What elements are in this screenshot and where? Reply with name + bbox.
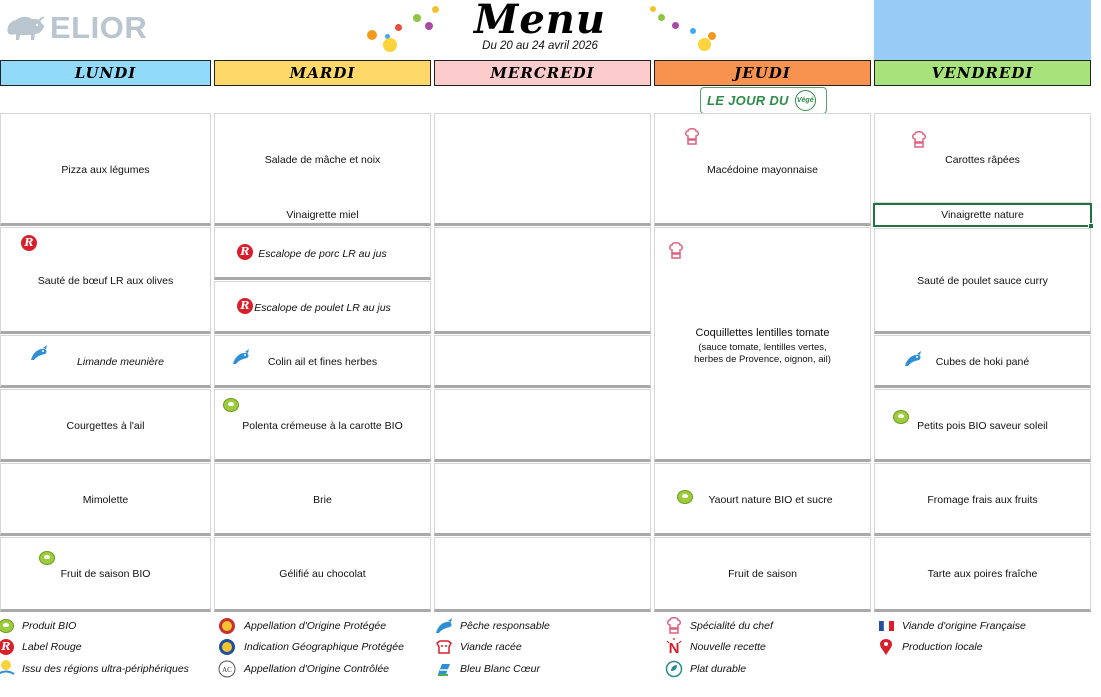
legend-item-peche	[434, 617, 550, 635]
day-header-vendredi: VENDREDI	[874, 60, 1091, 86]
legend-item-bio	[0, 617, 76, 635]
dish-name: Coquillettes lentilles tomate	[695, 327, 830, 339]
dish-name: Limande meunière	[77, 356, 164, 368]
dish-name: Macédoine mayonnaise	[707, 164, 818, 176]
legend-label: Plat durable	[690, 663, 747, 675]
chef-hat-icon	[912, 131, 926, 149]
legend-item-label-rouge	[0, 638, 82, 656]
dish-detail-line-1: (sauce tomate, lentilles vertes,	[698, 342, 827, 353]
label-rouge-icon	[0, 639, 14, 655]
legend-label: Viande d'origine Française	[902, 620, 1026, 632]
legend-label: Issu des régions ultra-périphériques	[22, 663, 189, 675]
location-pin-icon	[876, 638, 896, 656]
vendredi-plat-cell[interactable]	[874, 228, 1091, 334]
legend-label: Indication Géographique Protégée	[244, 641, 404, 653]
dish-name: Colin ail et fines herbes	[267, 356, 378, 368]
mardi-fromage-cell[interactable]	[214, 463, 431, 536]
vendredi-sauce-cell-selected[interactable]	[873, 203, 1092, 227]
legend-item-viande-racee	[434, 638, 522, 656]
jeudi-plat-cell[interactable]	[654, 227, 871, 462]
legend-label: Pêche responsable	[460, 620, 550, 632]
vendredi-entree-cell[interactable]	[874, 113, 1091, 203]
mercredi-accompagnement-cell[interactable]	[434, 389, 651, 462]
lundi-plat-cell[interactable]	[0, 227, 211, 334]
day-header-jeudi: JEUDI	[654, 60, 871, 86]
bleu-blanc-coeur-icon	[434, 660, 454, 678]
legend-label: Appellation d'Origine Contrôlée	[244, 663, 390, 675]
mardi-dessert-cell[interactable]	[214, 537, 431, 612]
sustainable-dish-icon	[665, 660, 683, 678]
page-title: Menu	[474, 0, 606, 43]
legend-item-aoc	[218, 660, 389, 678]
legend-item-rup	[0, 660, 189, 678]
jeudi-laitage-cell[interactable]	[654, 463, 871, 536]
mercredi-plat-cell[interactable]	[434, 227, 651, 334]
bull-logo-icon	[4, 13, 46, 43]
legend-item-local	[876, 638, 983, 656]
dish-name: Fromage frais aux fruits	[927, 494, 1038, 506]
jeudi-entree-cell[interactable]	[654, 113, 871, 226]
legend-item-chef	[664, 617, 773, 635]
day-header-mercredi: MERCREDI	[434, 60, 651, 86]
chef-hat-icon	[685, 128, 699, 146]
mardi-entree-cell[interactable]	[214, 113, 431, 226]
logo-text: ELIOR	[50, 10, 148, 45]
svg-text:N: N	[668, 640, 680, 656]
dish-name: Sauté de bœuf LR aux olives	[37, 275, 174, 287]
vendredi-poisson-cell[interactable]	[874, 335, 1091, 388]
dish-detail-line-2: herbes de Provence, oignon, ail)	[694, 354, 831, 365]
jeudi-dessert-cell[interactable]	[654, 537, 871, 612]
dish-name: Fruit de saison BIO	[60, 568, 151, 580]
label-rouge-icon	[21, 235, 37, 251]
mercredi-dessert-cell[interactable]	[434, 537, 651, 612]
dish-name: Petits pois BIO saveur soleil	[917, 420, 1048, 432]
legend-item-vof	[876, 617, 1026, 635]
day-header-lundi: LUNDI	[0, 60, 211, 86]
jour-du-vege-badge	[700, 87, 827, 114]
legend-label: Spécialité du chef	[690, 620, 773, 632]
legend-label: Bleu Blanc Cœur	[460, 663, 540, 675]
dish-name: Polenta crémeuse à la carotte BIO	[242, 420, 403, 432]
sauce-name: Vinaigrette miel	[286, 209, 359, 221]
legend-item-durable	[664, 660, 746, 678]
date-range: Du 20 au 24 avril 2026	[482, 40, 598, 52]
bio-icon	[39, 551, 55, 565]
igp-icon	[218, 638, 236, 656]
sauce-name: Vinaigrette nature	[941, 209, 1024, 221]
lundi-fromage-cell[interactable]	[0, 463, 211, 536]
legend-label: Nouvelle recette	[690, 641, 766, 653]
vendredi-fromage-cell[interactable]	[874, 463, 1091, 536]
confetti-right-icon	[650, 4, 730, 54]
mardi-poisson-cell[interactable]	[214, 335, 431, 388]
dish-name: Fruit de saison	[728, 568, 797, 580]
elior-logo	[4, 10, 147, 46]
mardi-plat-1-cell[interactable]	[214, 227, 431, 280]
lundi-dessert-cell[interactable]	[0, 537, 211, 612]
mercredi-fromage-cell[interactable]	[434, 463, 651, 536]
mercredi-entree-cell[interactable]	[434, 113, 651, 226]
legend-label: Appellation d'Origine Protégée	[244, 620, 387, 632]
ultra-peripheral-icon	[0, 660, 16, 678]
dish-name: Brie	[313, 494, 332, 506]
aop-icon	[218, 617, 236, 635]
legend-item-aop	[218, 617, 386, 635]
dish-name: Cubes de hoki pané	[935, 356, 1030, 368]
bio-icon	[0, 619, 14, 633]
dish-name: Yaourt nature BIO et sucre	[708, 494, 833, 506]
dish-name: Salade de mâche et noix	[264, 154, 381, 166]
dish-name: Carottes râpées	[945, 154, 1020, 166]
legend-label: Viande racée	[460, 641, 522, 653]
dish-name: Mimolette	[82, 494, 129, 506]
french-flag-icon	[876, 617, 896, 635]
vendredi-dessert-cell[interactable]	[874, 537, 1091, 612]
fish-icon	[434, 617, 454, 635]
legend-label: Produit BIO	[22, 620, 77, 632]
legend-label: Production locale	[902, 641, 983, 653]
legend-item-igp	[218, 638, 404, 656]
badge-text: LE JOUR DU	[707, 93, 789, 108]
new-recipe-icon	[664, 638, 684, 656]
lundi-entree-cell[interactable]	[0, 113, 211, 226]
mardi-plat-2-cell[interactable]	[214, 281, 431, 334]
aoc-icon	[218, 660, 236, 678]
legend-label: Label Rouge	[22, 641, 82, 653]
svg-text:AC: AC	[222, 666, 232, 674]
day-header-mardi: MARDI	[214, 60, 431, 86]
dish-name: Courgettes à l'ail	[66, 420, 145, 432]
mardi-accompagnement-cell[interactable]	[214, 389, 431, 462]
dish-name: Gélifié au chocolat	[279, 568, 366, 580]
bio-icon	[223, 398, 239, 412]
dish-name: Pizza aux légumes	[61, 164, 150, 176]
vege-circle-icon: Végé	[795, 90, 816, 111]
chef-hat-icon	[667, 617, 681, 635]
legend-item-new	[664, 638, 766, 656]
chef-hat-icon	[669, 242, 683, 260]
mercredi-poisson-cell[interactable]	[434, 335, 651, 388]
dish-name: Sauté de poulet sauce curry	[917, 275, 1048, 287]
vendredi-accompagnement-cell[interactable]	[874, 389, 1091, 462]
cow-icon	[434, 638, 454, 656]
dish-name: Tarte aux poires fraîche	[927, 568, 1038, 580]
header-corner-block	[874, 0, 1091, 60]
lundi-poisson-cell[interactable]	[0, 335, 211, 388]
dish-name: Escalope de porc LR au jus	[258, 248, 387, 260]
lundi-accompagnement-cell[interactable]	[0, 389, 211, 462]
legend-item-bbc	[434, 660, 540, 678]
dish-name: Escalope de poulet LR au jus	[254, 302, 391, 314]
